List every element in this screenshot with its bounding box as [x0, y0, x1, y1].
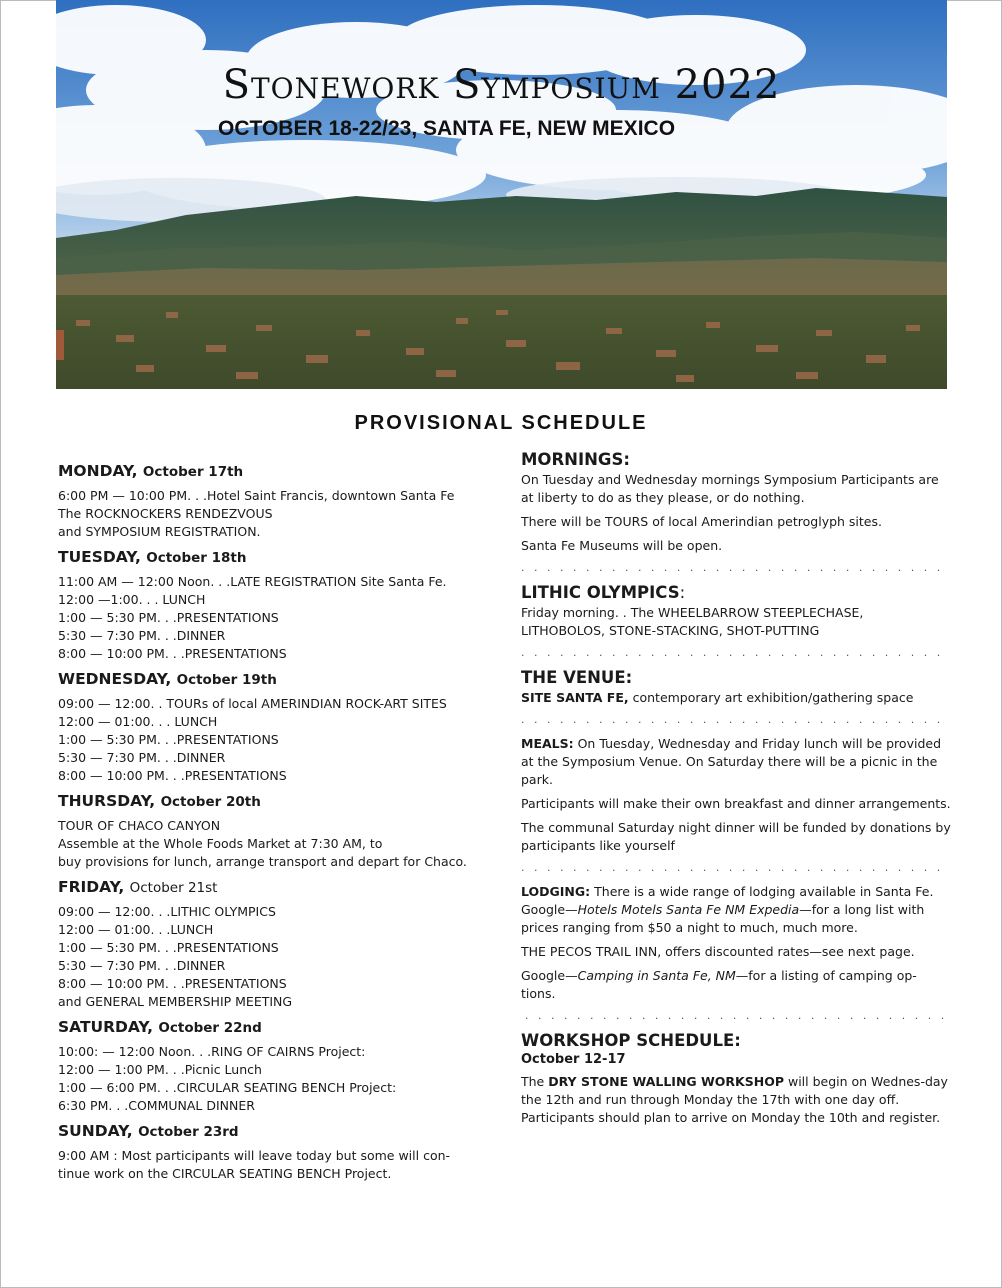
lodging-section [521, 883, 951, 1023]
day-thursday [58, 792, 498, 871]
schedule-line: 09:00 — 12:00. . .LITHIC OLYMPICS [58, 904, 276, 919]
day-sunday [58, 1122, 498, 1183]
day-name: WEDNESDAY [58, 670, 166, 688]
day-name: MONDAY [58, 462, 132, 480]
divider: . . . . . . . . . . . . . . . . . . . . . . . . . . . . . . . . . [521, 646, 944, 659]
lodging-text-c: —for a long list with prices ranging from $50 a night to much, much more. [521, 902, 925, 935]
divider: . . . . . . . . . . . . . . . . . . . . . . . . . . . . . . . . . [525, 1009, 948, 1022]
day-date: October 17th [142, 464, 244, 480]
lithic-text-1: Friday morning. . The WHEELBARROW STEEPLECHASE, [521, 605, 864, 620]
day-comma: , [131, 462, 138, 480]
workshop-name: DRY STONE WALLING WORKSHOP [548, 1074, 784, 1089]
day-date: October 20th [160, 794, 261, 810]
info-column [521, 450, 951, 1133]
day-name: SATURDAY [58, 1018, 148, 1036]
workshop-section [521, 1031, 951, 1127]
day-friday [58, 878, 498, 1011]
meals-lunch: On Tuesday, Wednesday and Friday lunch will be provided at the Symposium Venue. On Saturday there will be a picnic in the park. [521, 736, 942, 787]
schedule-line: 1:00 — 5:30 PM. . .PRESENTATIONS [58, 940, 279, 955]
lodging-search-term: Hotels Motels Santa Fe NM Expedia [577, 902, 800, 917]
schedule-line: 1:00 — 5:30 PM. . .PRESENTATIONS [58, 610, 279, 625]
divider: . . . . . . . . . . . . . . . . . . . . . . . . . . . . . . . . . [521, 861, 944, 874]
schedule-line: 5:30 — 7:30 PM. . .DINNER [58, 628, 226, 643]
day-heading [58, 878, 498, 896]
workshop-heading: WORKSHOP SCHEDULE: [521, 1031, 741, 1050]
mornings-heading: MORNINGS: [521, 450, 630, 469]
schedule-line: 1:00 — 6:00 PM. . .CIRCULAR SEATING BENCH Project: [58, 1080, 397, 1095]
lodging-label: LODGING: [521, 884, 591, 899]
schedule-line: and GENERAL MEMBERSHIP MEETING [58, 994, 293, 1009]
schedule-line: 09:00 — 12:00. . TOURs of local AMERINDIAN ROCK-ART SITES [58, 696, 447, 711]
lithic-heading-text: LITHIC OLYMPICS [521, 583, 680, 602]
schedule-line: 12:00 — 01:00. . .LUNCH [58, 922, 214, 937]
schedule-line: 9:00 AM : Most participants will leave today but some will con- [58, 1148, 451, 1163]
day-heading [58, 462, 498, 480]
camping-text-c: —for a listing of camping op-tions. [521, 968, 917, 1001]
schedule-line: 8:00 — 10:00 PM. . .PRESENTATIONS [58, 976, 287, 991]
mornings-tours: There will be TOURS of local Amerindian petroglyph sites. [521, 514, 882, 529]
lodging-pecos: THE PECOS TRAIL INN, offers discounted rates—see next page. [521, 944, 915, 959]
day-heading [58, 670, 498, 688]
camping-search-term: Camping in Santa Fe, NM [577, 968, 736, 983]
schedule-heading: PROVISIONAL SCHEDULE [354, 412, 648, 434]
schedule-line: 8:00 — 10:00 PM. . .PRESENTATIONS [58, 646, 287, 661]
camping-text-a: Google— [521, 968, 578, 983]
mornings-museums: Santa Fe Museums will be open. [521, 538, 723, 553]
venue-heading: THE VENUE: [521, 668, 633, 687]
venue-text [521, 689, 951, 707]
day-name: THURSDAY [58, 792, 150, 810]
schedule-line: 8:00 — 10:00 PM. . .PRESENTATIONS [58, 768, 287, 783]
day-comma: , [126, 1122, 133, 1140]
schedule-line: 10:00: — 12:00 Noon. . .RING OF CAIRNS Project: [58, 1044, 366, 1059]
lithic-olympics-section [521, 583, 951, 660]
day-monday [58, 462, 498, 541]
schedule-line: 12:00 —1:00. . . LUNCH [58, 592, 206, 607]
day-name: TUESDAY [58, 548, 135, 566]
workshop-text-c: will begin on Wednes-day the 12th and run through Monday the 17th with one day off. Participants should plan to arrive on Monday the 10th and register. [521, 1074, 948, 1125]
day-heading [58, 792, 498, 810]
day-comma: , [134, 548, 141, 566]
day-heading [58, 1018, 498, 1036]
schedule-line: 5:30 — 7:30 PM. . .DINNER [58, 958, 226, 973]
venue-description: contemporary art exhibition/gathering space [628, 690, 914, 705]
workshop-dates: October 12-17 [521, 1052, 626, 1067]
day-heading [58, 548, 498, 566]
day-date: October 22nd [158, 1020, 262, 1036]
meals-dinner: The communal Saturday night dinner will be funded by donations by participants like yourself [521, 820, 951, 853]
schedule-line: 6:00 PM — 10:00 PM. . .Hotel Saint Francis, downtown Santa Fe [58, 488, 455, 503]
schedule-line: 11:00 AM — 12:00 Noon. . .LATE REGISTRATION Site Santa Fe. [58, 574, 447, 589]
workshop-text-a: The [521, 1074, 549, 1089]
day-comma: , [149, 792, 156, 810]
lodging-text [521, 883, 951, 937]
lithic-heading [521, 583, 951, 602]
schedule-line: 6:30 PM. . .COMMUNAL DINNER [58, 1098, 255, 1113]
day-name: FRIDAY [58, 878, 119, 896]
mornings-text: On Tuesday and Wednesday mornings Symposium Participants are at liberty to do as they please, or do nothing. [521, 472, 939, 505]
lithic-text-2: LITHOBOLOS, STONE-STACKING, SHOT-PUTTING [521, 623, 820, 638]
schedule-line: 12:00 — 1:00 PM. . .Picnic Lunch [58, 1062, 262, 1077]
day-heading [58, 1122, 498, 1140]
schedule-line: buy provisions for lunch, arrange transport and depart for Chaco. [58, 854, 467, 869]
schedule-line: The ROCKNOCKERS RENDEZVOUS [58, 506, 273, 521]
venue-section [521, 668, 951, 727]
mornings-section [521, 450, 951, 575]
meals-own: Participants will make their own breakfast and dinner arrangements. [521, 796, 951, 811]
symposium-dates-location: OCTOBER 18-22/23, SANTA FE, NEW MEXICO [218, 117, 676, 140]
day-saturday [58, 1018, 498, 1115]
symposium-title: Stonework Symposium 2022 [222, 62, 781, 108]
day-date: October 18th [146, 550, 247, 566]
schedule-line: and SYMPOSIUM REGISTRATION. [58, 524, 261, 539]
lodging-text-a: There is a wide range of lodging available in Santa Fe. Google— [521, 884, 934, 917]
schedule-line: 12:00 — 01:00. . . LUNCH [58, 714, 218, 729]
day-tuesday [58, 548, 498, 663]
lodging-camping [521, 967, 951, 1003]
daily-schedule [58, 462, 498, 1190]
lithic-heading-colon: : [679, 583, 686, 602]
day-comma: , [165, 670, 172, 688]
hero-banner [56, 0, 947, 389]
meals-label: MEALS: [521, 736, 574, 751]
day-wednesday [58, 670, 498, 785]
divider: . . . . . . . . . . . . . . . . . . . . . . . . . . . . . . . . . [521, 561, 944, 574]
day-date: October 23rd [138, 1124, 239, 1140]
meals-text [521, 735, 951, 789]
day-name: SUNDAY [58, 1122, 127, 1140]
schedule-line: 1:00 — 5:30 PM. . .PRESENTATIONS [58, 732, 279, 747]
landscape-photo [56, 0, 947, 389]
schedule-line: TOUR OF CHACO CANYON [58, 818, 221, 833]
schedule-line: tinue work on the CIRCULAR SEATING BENCH Project. [58, 1166, 392, 1181]
day-comma: , [118, 878, 125, 896]
day-date: October 21st [129, 880, 218, 896]
day-date: October 19th [176, 672, 277, 688]
schedule-line: Assemble at the Whole Foods Market at 7:30 AM, to [58, 836, 383, 851]
day-comma: , [147, 1018, 153, 1036]
venue-name: SITE SANTA FE, [521, 690, 629, 705]
workshop-text [521, 1073, 951, 1127]
meals-section [521, 735, 951, 875]
schedule-line: 5:30 — 7:30 PM. . .DINNER [58, 750, 226, 765]
divider: . . . . . . . . . . . . . . . . . . . . . . . . . . . . . . . . . [521, 713, 944, 726]
